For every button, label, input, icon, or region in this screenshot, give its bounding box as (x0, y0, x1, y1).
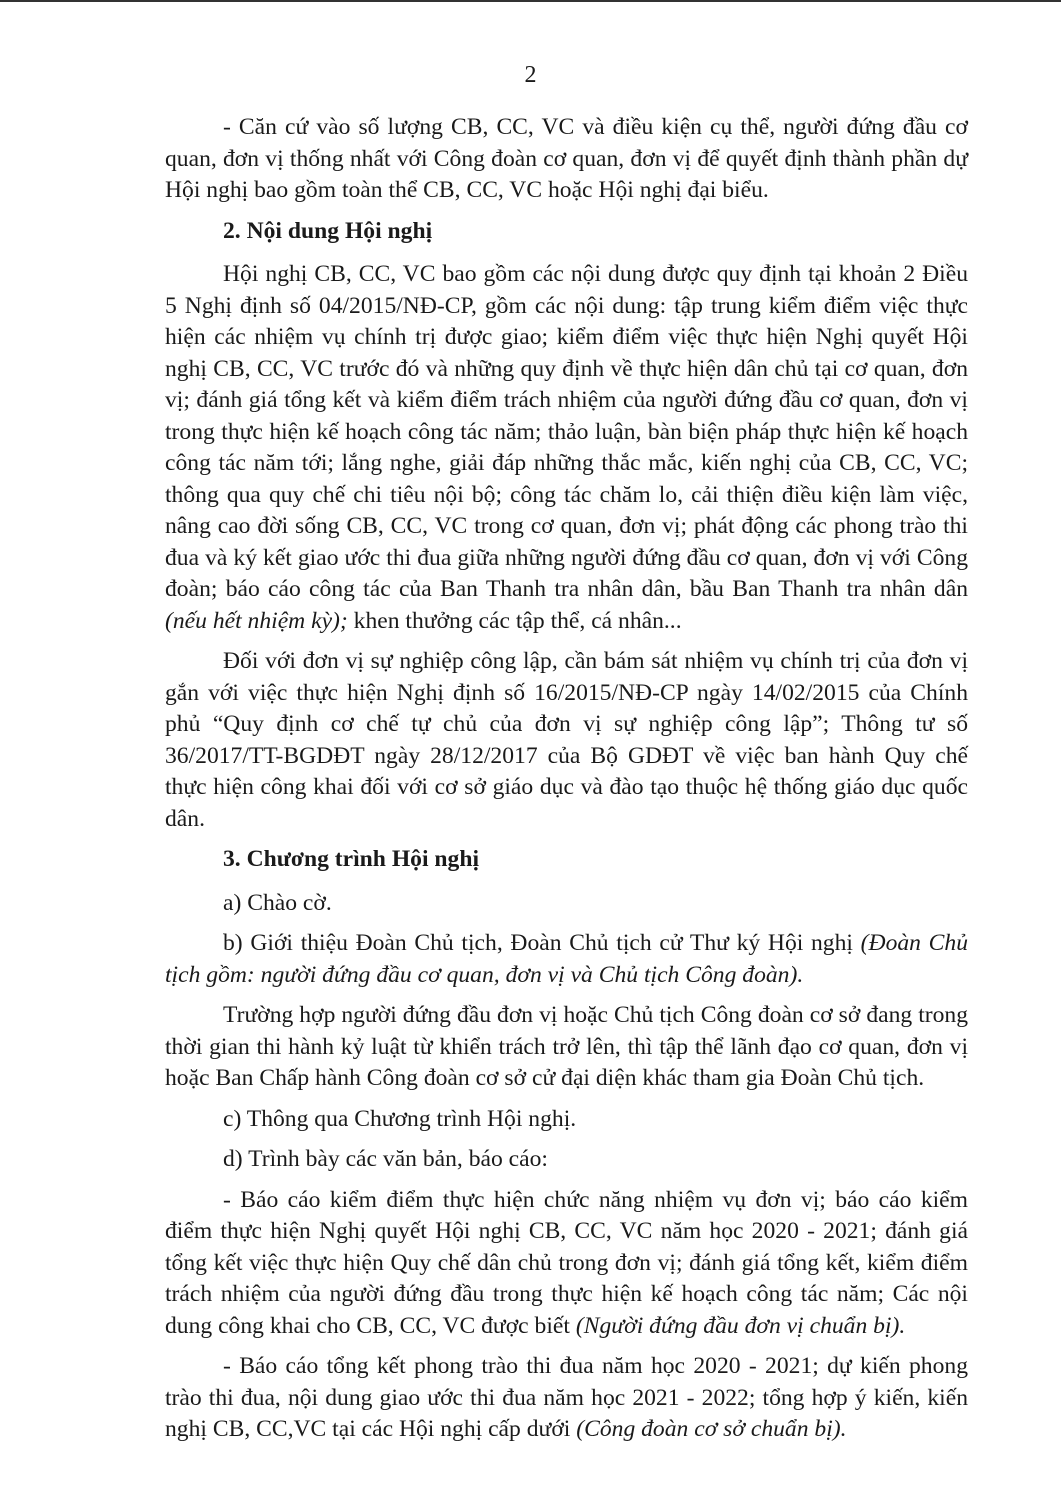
text-run: - Báo cáo kiểm điểm thực hiện chức năng nhiệm vụ đơn vị; báo cáo kiểm điểm thực hiện Nghị quyết Hội nghị CB, CC, VC năm học 2020 - 2021; đánh giá tổng kết việc thực hiện Quy chế dân chủ trong đơn vị; đánh giá tổng kết, kiểm điểm trách nhiệm của người đứng đầu trong thực hiện kế hoạch công tác năm; Các nội dung công khai cho CB, CC, VC được biết (165, 1186, 968, 1339)
page-number: 2 (524, 62, 537, 88)
italic-note: (Công đoàn cơ sở chuẩn bị). (576, 1416, 847, 1442)
agenda-item-a: a) Chào cờ. (223, 889, 332, 916)
agenda-item-b (165, 928, 968, 991)
document-body (165, 112, 968, 1455)
paragraph-participants: - Căn cứ vào số lượng CB, CC, VC và điều kiện cụ thể, người đứng đầu cơ quan, đơn vị thống nhất với Công đoàn cơ quan, đơn vị để quyết định thành phần dự Hội nghị bao gồm toàn thể CB, CC, VC hoặc Hội nghị đại biểu. (165, 114, 968, 203)
page-top-border (0, 0, 1061, 2)
report-item-2 (165, 1351, 968, 1446)
text-run: Hội nghị CB, CC, VC bao gồm các nội dung được quy định tại khoản 2 Điều 5 Nghị định số 04/2015/NĐ-CP, gồm các nội dung: tập trung kiểm điểm việc thực hiện các nhiệm vụ chính trị được giao; kiểm điểm việc thực hiện Nghị quyết Hội nghị CB, CC, VC trước đó và những quy định về thực hiện dân chủ tại cơ quan, đơn vị; đánh giá tổng kết và kiểm điểm trách nhiệm của người đứng đầu cơ quan, đơn vị trong thực hiện kế hoạch công tác năm; thảo luận, bàn biện pháp thực hiện kế hoạch công tác năm tới; lắng nghe, giải đáp những thắc mắc, kiến nghị của CB, CC, VC; thông qua quy chế chi tiêu nội bộ; công tác chăm lo, cải thiện điều kiện làm việc, nâng cao đời sống CB, CC, VC trong cơ quan, đơn vị; phát động các phong trào thi đua và ký kết giao ước thi đua giữa những người đứng đầu cơ quan, đơn vị với Công đoàn; báo cáo công tác của Ban Thanh tra nhân dân, bầu Ban Thanh tra nhân dân (165, 261, 968, 602)
text-run: b) Giới thiệu Đoàn Chủ tịch, Đoàn Chủ tịch cử Thư ký Hội nghị (223, 930, 861, 956)
text-run: khen thưởng các tập thể, cá nhân... (347, 607, 682, 634)
paragraph-public-units: Đối với đơn vị sự nghiệp công lập, cần bám sát nhiệm vụ chính trị của đơn vị gắn với việc thực hiện Nghị định số 16/2015/NĐ-CP ngày 14/02/2015 của Chính phủ “Quy định cơ chế tự chủ của đơn vị sự nghiệp công lập”; Thông tư số 36/2017/TT-BGDĐT ngày 28/12/2017 của Bộ GDĐT về việc ban hành Quy chế thực hiện công khai đối với cơ sở giáo dục và đào tạo thuộc hệ thống giáo dục quốc dân. (165, 648, 968, 832)
report-item-1 (165, 1185, 968, 1343)
italic-note: (nếu hết nhiệm kỳ); (165, 607, 348, 634)
section-heading-2: 2. Nội dung Hội nghị (223, 217, 433, 244)
section-heading-3: 3. Chương trình Hội nghị (223, 846, 480, 872)
paragraph-disciplinary-case: Trường hợp người đứng đầu đơn vị hoặc Chủ tịch Công đoàn cơ sở đang trong thời gian thi hành kỷ luật từ khiển trách trở lên, thì tập thể lãnh đạo cơ quan, đơn vị hoặc Ban Chấp hành Công đoàn cơ sở cử đại diện khác tham gia Đoàn Chủ tịch. (165, 1002, 968, 1091)
agenda-item-d: d) Trình bày các văn bản, báo cáo: (223, 1146, 548, 1172)
paragraph-conference-content (165, 259, 968, 637)
text-run: - Báo cáo tổng kết phong trào thi đua năm học 2020 - 2021; dự kiến phong trào thi đua, nội dung giao ước thi đua năm học 2021 - 2022; tổng hợp ý kiến, kiến nghị CB, CC,VC tại các Hội nghị cấp dưới (165, 1353, 968, 1442)
italic-note: (Đoàn Chủ tịch gồm: người đứng đầu cơ quan, đơn vị và Chủ tịch Công đoàn). (165, 930, 968, 988)
agenda-item-c: c) Thông qua Chương trình Hội nghị. (223, 1105, 577, 1132)
italic-note: (Người đứng đầu đơn vị chuẩn bị). (575, 1312, 906, 1339)
